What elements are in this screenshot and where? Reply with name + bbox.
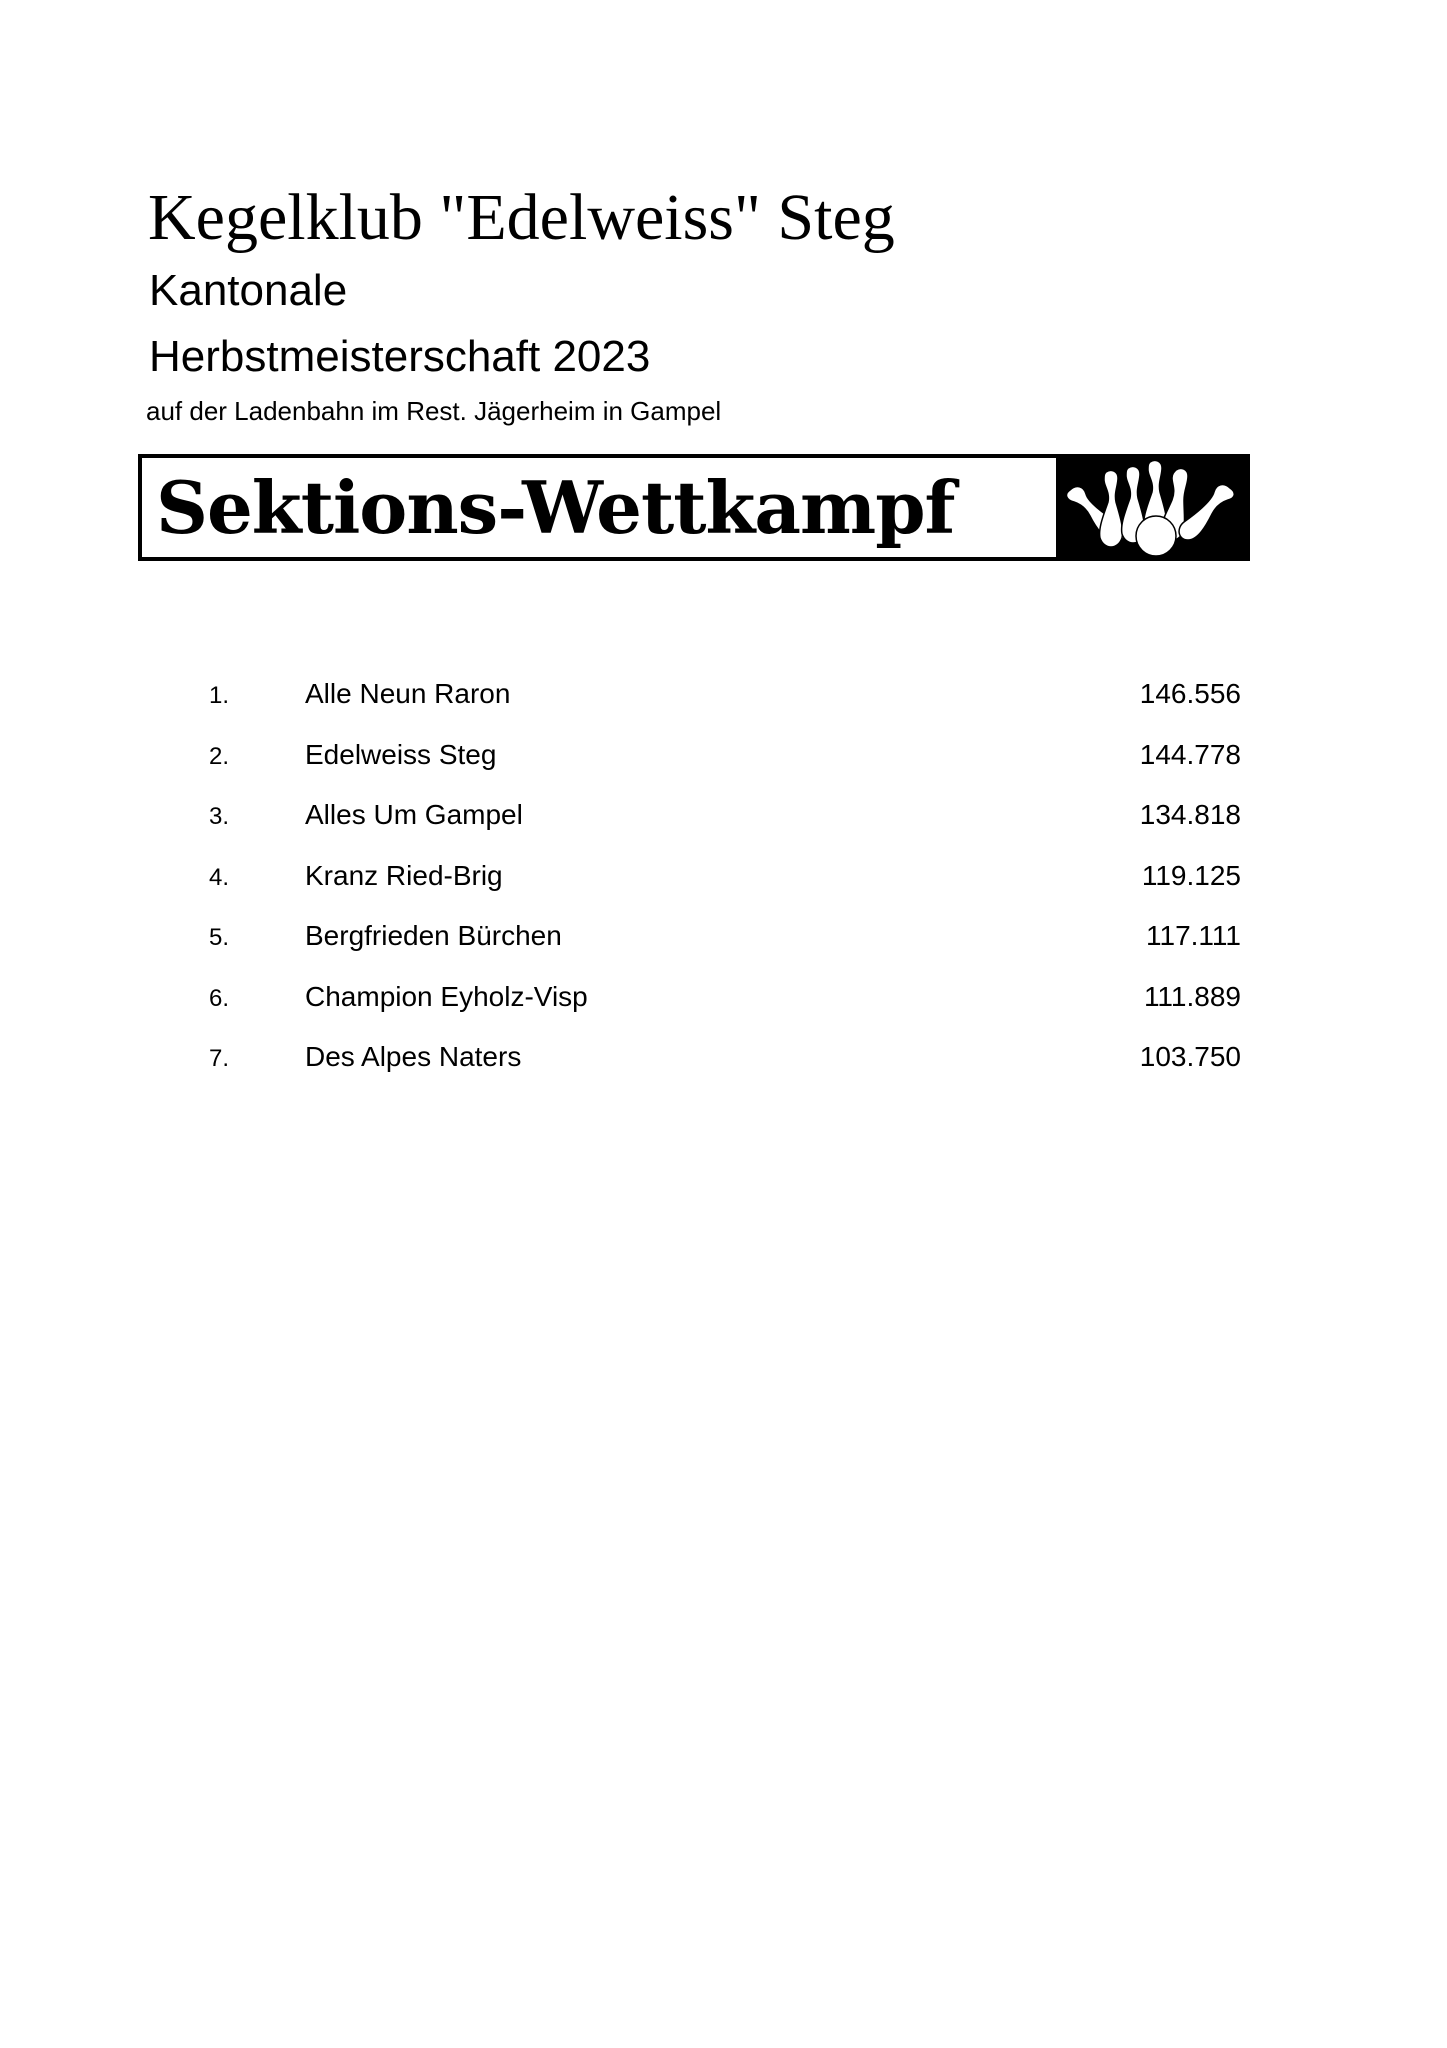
result-rank: 4. [209,863,230,891]
result-team: Bergfrieden Bürchen [305,920,562,951]
result-row [0,1028,1447,1089]
result-row [0,907,1447,968]
result-rank: 6. [209,984,230,1012]
result-score: 144.778 [1139,738,1241,770]
result-rank: 2. [209,742,230,770]
result-score: 119.125 [1141,859,1241,891]
result-row [0,726,1447,787]
result-rank: 1. [209,682,230,709]
result-score: 111.889 [1143,980,1241,1012]
result-team: Kranz Ried-Brig [305,859,503,891]
result-team: Alles Um Gampel [305,799,523,830]
result-rank: 7. [209,1045,230,1072]
result-rank: 3. [209,803,230,830]
banner-title: Sektions-Wettkampf [156,465,955,550]
result-score: 117.111 [1146,920,1241,951]
result-row [0,786,1447,847]
subtitle-line-2: Herbstmeisterschaft 2023 [149,332,651,381]
result-rank: 5. [209,924,230,951]
section-banner [138,454,1250,561]
bowling-pins-icon [1056,458,1246,557]
subtitle-line-1: Kantonale [149,266,348,315]
result-row [0,847,1447,908]
result-score: 146.556 [1139,678,1241,709]
result-team: Champion Eyholz-Visp [305,980,588,1012]
result-team: Edelweiss Steg [305,738,497,770]
result-score: 134.818 [1139,799,1241,830]
club-title: Kegelklub "Edelweiss" Steg [148,181,895,254]
result-team: Alle Neun Raron [305,678,511,709]
results-list [0,665,1447,1089]
result-team: Des Alpes Naters [305,1041,522,1072]
result-row [0,665,1447,726]
venue-text: auf der Ladenbahn im Rest. Jägerheim in Gampel [146,396,722,426]
result-score: 103.750 [1139,1041,1241,1072]
result-row [0,968,1447,1029]
